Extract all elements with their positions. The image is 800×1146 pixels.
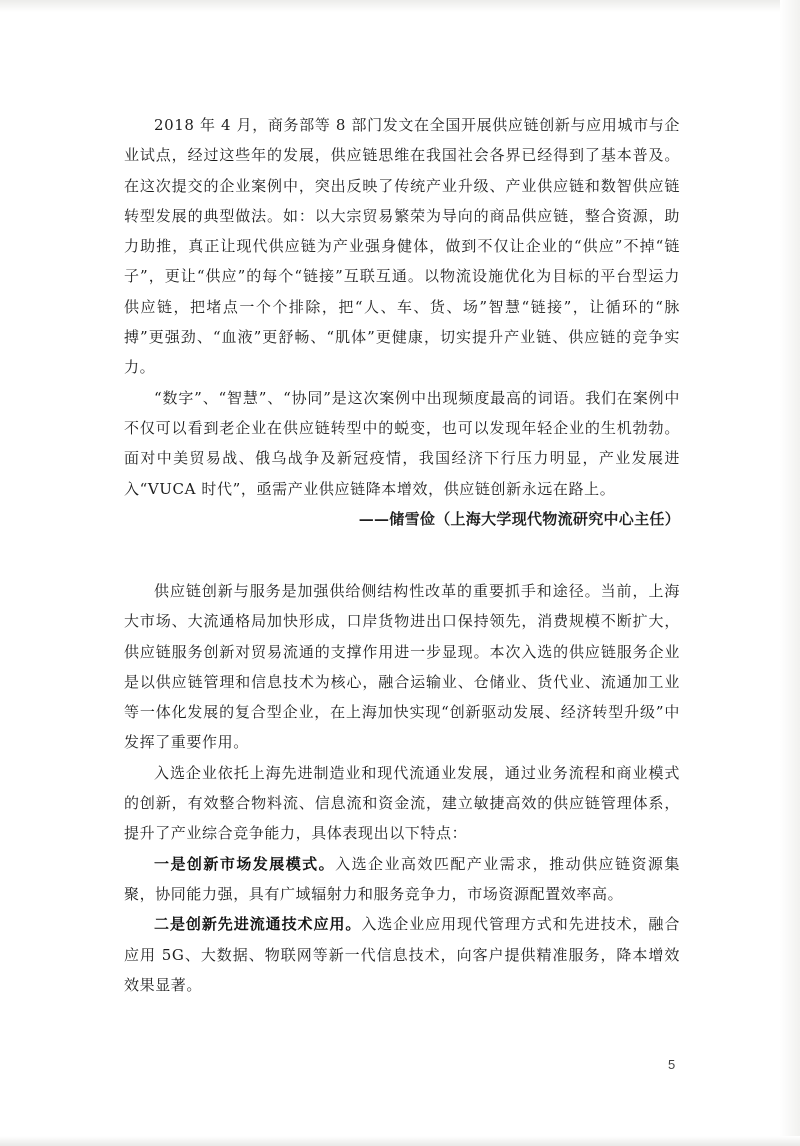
comment-paragraph-1: 2018 年 4 月，商务部等 8 部门发文在全国开展供应链创新与应用城市与企业试点，经过这些年的发展，供应链思维在我国社会各界已经得到了基本普及。在这次提交的企业案例中，突出反映了传统产业升级、产业供应链和数智供应链转型发展的典型做法。如：以大宗贸易繁荣为导向的商品供应链，整合资源，助力助推，真正让现代供应链为产业强身健体，做到不仅让企业的“供应”不掉“链子”，更让“供应”的每个“链接”互联互通。以物流设施优化为目标的平台型运力供应链，把堵点一个个排除，把“人、车、货、场”智慧“链接”，让循环的“脉搏”更强劲、“血液”更舒畅、“肌体”更健康，切实提升产业链、供应链的竞争实力。 [124,116,680,377]
feature-heading-1: 一是创新市场发展模式。 [154,854,336,873]
overview-paragraph-1: 供应链创新与服务是加强供给侧结构性改革的重要抓手和途径。当前，上海大市场、大流通格局加快形成，口岸货物进出口保持领先，消费规模不断扩大，供应链服务创新对贸易流通的支撑作用进一步显现。本次入选的供应链服务企业是以供应链管理和信息技术为核心，融合运输业、仓储业、货代业、流通加工业等一体化发展的复合型企业，在上海加快实现“创新驱动发展、经济转型升级”中发挥了重要作用。 [124,582,680,752]
feature-text-2: 入选企业应用现代管理方式和先进技术，融合应用 5G、大数据、物联网等新一代信息技术，向客户提供精准服务，降本增效效果显著。 [124,915,680,994]
feature-heading-2: 二是创新先进流通技术应用。 [154,915,362,934]
comment-paragraph-2: “数字”、“智慧”、“协同”是这次案例中出现频度最高的词语。我们在案例中不仅可以看到老企业在供应链转型中的蜕变，也可以发现年轻企业的生机勃勃。面对中美贸易战、俄乌战争及新冠疫情，我国经济下行压力明显，产业发展进入“VUCA 时代”，亟需产业供应链降本增效，供应链创新永远在路上。 [124,388,680,498]
feature-paragraph-2 [124,909,680,1000]
bottom-scan-shadow [0,1136,800,1146]
service-overview-section [124,576,680,1000]
expert-comment-section [124,110,680,534]
top-scan-shadow [0,0,800,12]
page-number: 5 [668,1057,676,1072]
comment-signature: ——储雪俭（上海大学现代物流研究中心主任） [358,509,680,528]
right-scan-shadow [780,0,800,1146]
overview-paragraph-2: 入选企业依托上海先进制造业和现代流通业发展，通过业务流程和商业模式的创新，有效整合物料流、信息流和资金流，建立敏捷高效的供应链管理体系，提升了产业综合竞争能力，具体表现出以下特点： [124,763,680,843]
feature-text-1: 入选企业高效匹配产业需求，推动供应链资源集聚，协同能力强，具有广域辐射力和服务竞争力，市场资源配置效率高。 [124,854,680,903]
feature-paragraph-1 [124,849,680,910]
